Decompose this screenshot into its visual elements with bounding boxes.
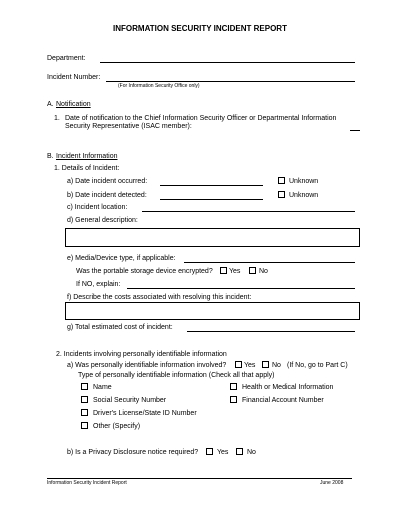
encrypted-question: Was the portable storage device encrypted? bbox=[76, 268, 213, 275]
incident-number-field[interactable] bbox=[106, 81, 355, 82]
section-a-item1-line2: Security Representative (ISAC member): bbox=[65, 123, 192, 130]
pii-no-note: (If No, go to Part C) bbox=[287, 362, 348, 369]
section-b-letter: B. bbox=[47, 153, 54, 160]
costs-description-label: f) Describe the costs associated with resolving this incident: bbox=[67, 294, 252, 301]
incident-number-note: (For Information Security Office only) bbox=[118, 83, 200, 89]
date-detected-field[interactable] bbox=[160, 199, 263, 200]
total-cost-label: g) Total estimated cost of incident: bbox=[67, 324, 173, 331]
encrypted-yes-checkbox[interactable] bbox=[220, 267, 227, 274]
pii-no-checkbox[interactable] bbox=[262, 361, 269, 368]
pii-ssn-checkbox[interactable] bbox=[81, 396, 88, 403]
pii-yes-label: Yes bbox=[244, 362, 256, 369]
date-detected-unknown-label: Unknown bbox=[289, 192, 319, 199]
date-occurred-unknown-checkbox[interactable] bbox=[278, 177, 285, 184]
section-a-item1-number: 1. bbox=[54, 115, 60, 122]
media-device-label: e) Media/Device type, if applicable: bbox=[67, 255, 176, 262]
section-b-heading: Incident Information bbox=[56, 153, 118, 160]
general-description-label: d) General description: bbox=[67, 217, 138, 224]
pii-name-checkbox[interactable] bbox=[81, 383, 88, 390]
privacy-notice-question: b) Is a Privacy Disclosure notice required? bbox=[67, 449, 199, 456]
privacy-no-label: No bbox=[247, 449, 256, 456]
incident-number-label: Incident Number: bbox=[47, 74, 101, 81]
date-occurred-label: a) Date incident occurred: bbox=[67, 178, 148, 185]
section-a-letter: A. bbox=[47, 101, 54, 108]
pii-yes-checkbox[interactable] bbox=[235, 361, 242, 368]
pii-health-label: Health or Medical Information bbox=[242, 384, 334, 391]
incident-location-label: c) Incident location: bbox=[67, 204, 128, 211]
pii-health-checkbox[interactable] bbox=[230, 383, 237, 390]
if-no-explain-label: If NO, explain: bbox=[76, 281, 121, 288]
pii-other-label: Other (Specify) bbox=[93, 423, 141, 430]
if-no-explain-field[interactable] bbox=[127, 288, 355, 289]
general-description-box[interactable] bbox=[65, 228, 360, 247]
date-occurred-unknown-label: Unknown bbox=[289, 178, 319, 185]
pii-name-label: Name bbox=[93, 384, 112, 391]
pii-drivers-license-label: Driver's License/State ID Number bbox=[93, 410, 197, 417]
footer-rule bbox=[47, 478, 352, 479]
privacy-yes-label: Yes bbox=[217, 449, 229, 456]
encrypted-no-label: No bbox=[259, 268, 268, 275]
pii-ssn-label: Social Security Number bbox=[93, 397, 167, 404]
incident-location-field[interactable] bbox=[142, 211, 355, 212]
pii-type-instruction: Type of personally identifiable information (Check all that apply) bbox=[78, 372, 275, 379]
encrypted-yes-label: Yes bbox=[229, 268, 241, 275]
details-of-incident-label: 1. Details of Incident: bbox=[54, 165, 120, 172]
pii-involved-question: a) Was personally identifiable information involved? bbox=[67, 362, 227, 369]
costs-description-box[interactable] bbox=[65, 302, 360, 320]
privacy-yes-checkbox[interactable] bbox=[206, 448, 213, 455]
pii-no-label: No bbox=[272, 362, 281, 369]
date-detected-unknown-checkbox[interactable] bbox=[278, 191, 285, 198]
section-a-heading: Notification bbox=[56, 101, 91, 108]
pii-other-checkbox[interactable] bbox=[81, 422, 88, 429]
department-label: Department: bbox=[47, 55, 86, 62]
encrypted-no-checkbox[interactable] bbox=[249, 267, 256, 274]
footer-left: Information Security Incident Report bbox=[47, 480, 127, 486]
notification-date-field[interactable] bbox=[350, 130, 360, 131]
pii-drivers-license-checkbox[interactable] bbox=[81, 409, 88, 416]
section-a-item1-line1: Date of notification to the Chief Information Security Officer or Departmental Information bbox=[65, 115, 337, 122]
date-detected-label: b) Date incident detected: bbox=[67, 192, 147, 199]
page-title: INFORMATION SECURITY INCIDENT REPORT bbox=[113, 24, 287, 33]
pii-financial-checkbox[interactable] bbox=[230, 396, 237, 403]
total-cost-field[interactable] bbox=[187, 331, 355, 332]
privacy-no-checkbox[interactable] bbox=[236, 448, 243, 455]
pii-financial-label: Financial Account Number bbox=[242, 397, 324, 404]
date-occurred-field[interactable] bbox=[160, 185, 263, 186]
footer-right: June 2008 bbox=[320, 480, 344, 486]
pii-heading: 2. Incidents involving personally identifiable information bbox=[56, 351, 227, 358]
media-device-field[interactable] bbox=[184, 262, 355, 263]
department-field[interactable] bbox=[100, 62, 355, 63]
